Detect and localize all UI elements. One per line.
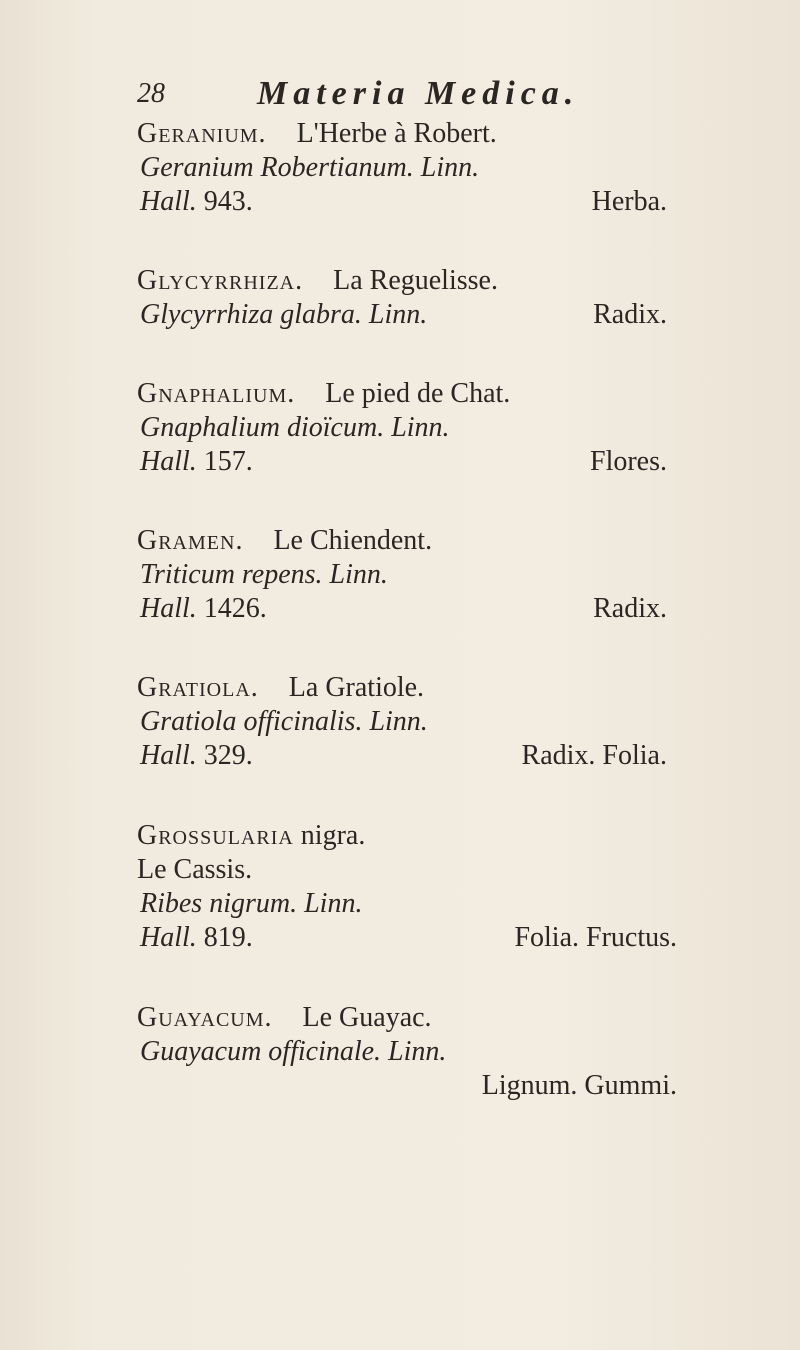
latin-line <box>137 706 667 740</box>
entry-heading <box>137 265 667 299</box>
latin-line <box>137 412 667 446</box>
french-name: La Reguelisse. <box>333 265 498 296</box>
entry-name: Grossularia <box>137 820 294 851</box>
entry-name: Gratiola. <box>137 672 259 703</box>
entry-heading <box>137 820 667 854</box>
entry-name: Gnaphalium. <box>137 378 296 409</box>
french-line <box>137 854 667 888</box>
latin-line <box>137 299 667 333</box>
french-name: Le Cassis. <box>137 854 253 885</box>
entry-gratiola <box>137 672 667 774</box>
latin-name: Guayacum officinale. Linn. <box>140 1036 447 1067</box>
reference-line <box>137 593 667 627</box>
latin-line <box>137 1036 667 1070</box>
hall-number: 329. <box>203 740 253 771</box>
latin-name: Geranium Robertianum. Linn. <box>140 152 480 183</box>
latin-name: Gnaphalium dioïcum. Linn. <box>140 412 450 443</box>
hall-number: 157. <box>203 446 253 477</box>
entry-gramen <box>137 525 667 627</box>
hall-number: 819. <box>203 922 253 953</box>
plant-part: Lignum. Gummi. <box>481 1070 677 1101</box>
plant-part: Radix. <box>593 593 667 624</box>
plant-part: Herba. <box>591 186 667 217</box>
reference-line <box>137 446 667 480</box>
latin-name: Glycyrrhiza glabra. Linn. <box>140 299 428 330</box>
french-name: Le Guayac. <box>302 1002 432 1033</box>
hall-number: 1426. <box>203 593 267 624</box>
entry-heading <box>137 1002 667 1036</box>
french-name: Le pied de Chat. <box>325 378 511 409</box>
latin-line <box>137 559 667 593</box>
plant-part: Radix. <box>593 299 667 330</box>
entry-name: Guayacum. <box>137 1002 273 1033</box>
plant-part: Folia. Fructus. <box>514 922 677 953</box>
hall-label: Hall. <box>140 922 197 953</box>
hall-number: 943. <box>203 186 253 217</box>
running-title: Materia Medica. <box>257 75 580 112</box>
entry-gnaphalium <box>137 378 667 480</box>
entry-name: Glycyrrhiza. <box>137 265 304 296</box>
hall-label: Hall. <box>140 186 197 217</box>
entry-name: Gramen. <box>137 525 244 556</box>
entry-heading <box>137 118 667 152</box>
entry-glycyrrhiza <box>137 265 667 333</box>
page-header <box>137 75 657 118</box>
latin-name: Ribes nigrum. Linn. <box>140 888 363 919</box>
reference-line <box>137 740 667 774</box>
entry-guayacum <box>137 1002 677 1104</box>
hall-label: Hall. <box>140 446 197 477</box>
entry-heading <box>137 378 667 412</box>
entry-geranium <box>137 118 667 220</box>
entry-name-suffix: nigra. <box>300 820 366 851</box>
french-name: Le Chiendent. <box>273 525 433 556</box>
reference-line <box>137 922 677 956</box>
entry-grossularia <box>137 820 677 956</box>
reference-line <box>137 1070 677 1104</box>
plant-part: Radix. Folia. <box>521 740 667 771</box>
latin-line <box>137 888 667 922</box>
french-name: La Gratiole. <box>288 672 425 703</box>
latin-name: Triticum repens. Linn. <box>140 559 388 590</box>
latin-name: Gratiola officinalis. Linn. <box>140 706 428 737</box>
entry-name: Geranium. <box>137 118 267 149</box>
page-number: 28 <box>137 78 165 109</box>
french-name: L'Herbe à Robert. <box>296 118 497 149</box>
entry-heading <box>137 525 667 559</box>
hall-label: Hall. <box>140 740 197 771</box>
plant-part: Flores. <box>590 446 667 477</box>
reference-line <box>137 186 667 220</box>
hall-label: Hall. <box>140 593 197 624</box>
latin-line <box>137 152 667 186</box>
entry-heading <box>137 672 667 706</box>
